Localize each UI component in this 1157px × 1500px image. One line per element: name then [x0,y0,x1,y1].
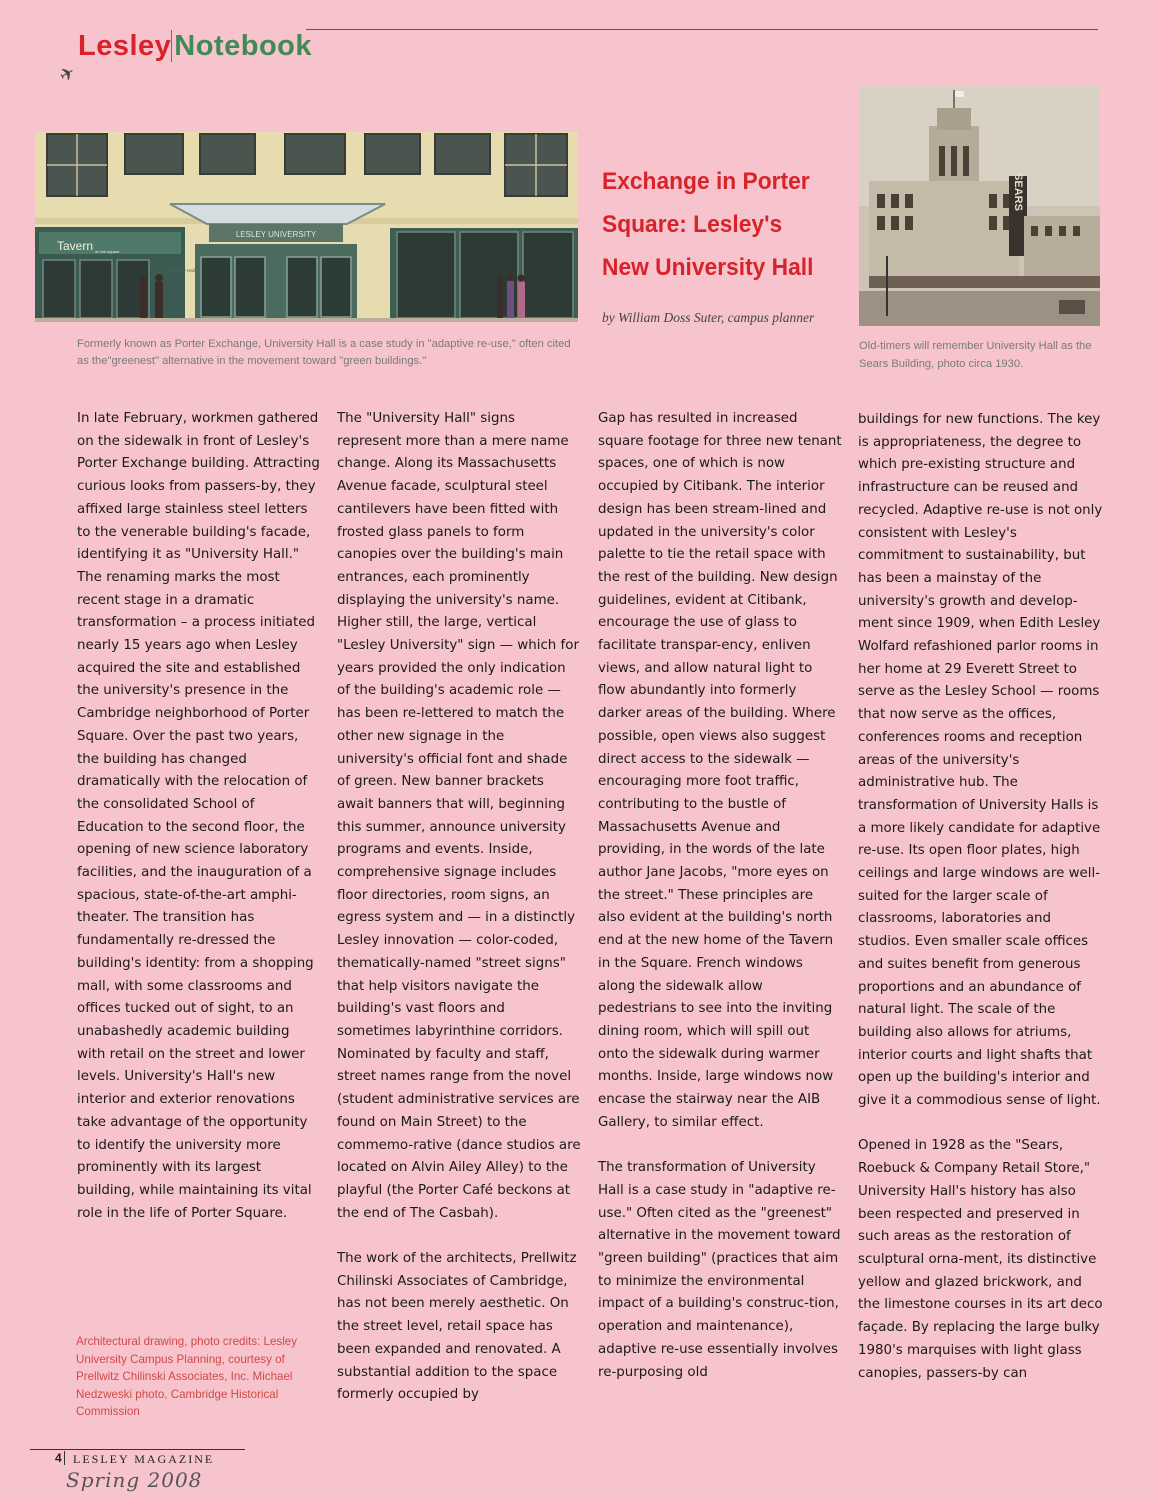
photo-sign: SEARS [1012,173,1024,211]
sears-building-photo [859,86,1100,326]
paragraph: The transformation of University Hall is a case study in "adaptive re-use." Often cited as the "greenest" alternative in the movement toward "green building" (practices that aim to minimize the environmental impact of a building's construc-tion, operation and maintenance), adaptive re-use essentially involves re-purposing old [598,1160,841,1380]
tavern-sub-sign: on the square [95,249,120,254]
door-sign: University Hall [166,268,195,273]
paragraph: The "University Hall" signs represent more than a mere name change. Along its Massachusetts Avenue facade, sculptural steel cantilevers have been fitted with frosted glass panels to form canopies over the building's main entrances, each prominently displaying the university's name. Higher still, the large, vertical "Lesley University" sign — which for years provided the only indication of the building's academic role — has been re-lettered to match the other new signage in the university's official font and shade of green. New banner brackets await banners that will, beginning this summer, announce university programs and events. Inside, comprehensive signage includes floor directories, room signs, an egress system and — in a distinctly Lesley innovation — color-coded, thematically-named "street signs" that help visitors navigate the building's vast floors and sometimes labyrinthine corridors. Nominated by faculty and staff, street names range from the novel (student administrative services are found on Main Street) to the commemo-rative (dance studios are located on Alvin Ailey Alley) to the playful (the Porter Café beckons at the end of The Casbah). [337,411,581,1221]
article-title: Exchange in Porter Square: Lesley's New University Hall [602,168,814,281]
photo-caption: Old-timers will remember University Hall as the Sears Building, photo circa 1930. [859,340,1092,370]
photo-credits: Architectural drawing, photo credits: Lesley University Campus Planning, courtesy of Prellwitz Chilinski Associates, Inc. Michael Nedzweski photo, Cambridge Historical Commission [76,1335,298,1418]
paragraph: The work of the architects, Prellwitz Chilinski Associates of Cambridge, has not been merely aesthetic. On the street level, retail space has been expanded and renovated. A substantial addition to the space formerly occupied by [337,1251,577,1403]
article-column-2 [337,408,582,1407]
section-title [78,30,312,63]
building-drawing [35,132,578,322]
magazine-name: LESLEY MAGAZINE [73,1452,215,1466]
brand-primary: Lesley [78,30,172,62]
footer-divider [64,1451,65,1465]
footer-rule [30,1449,245,1450]
bird-icon: ✈ [55,61,80,88]
canopy-sign: LESLEY UNIVERSITY [235,230,317,239]
drawing-caption: Formerly known as Porter Exchange, University Hall is a case study in "adaptive re-use," often cited as the"greenest" alternative in the movement toward "green buildings." [77,338,571,367]
header-rule [306,29,1098,30]
page-number: 4 [55,1451,62,1465]
brand-secondary: Notebook [171,30,312,62]
paragraph: buildings for new functions. The key is appropriateness, the degree to which pre-existing structure and infrastructure can be reused and recycled. Adaptive re-use is not only consistent with Lesley's commitment to sustainability, but has been a mainstay of the university's growth and develop-ment since 1909, when Edith Lesley Wolfard refashioned parlor rooms in her home at 29 Everett Street to serve as the Lesley School — rooms that now serve as the offices, conferences rooms and reception areas of the university's administrative hub. The transformation of University Halls is a more likely candidate for adaptive re-use. Its open floor plates, high ceilings and large windows are well-suited for the larger scale of classrooms, laboratories and studios. Even smaller scale offices and suites benefit from generous proportions and an abundance of natural light. The scale of the building also allows for atriums, interior courts and light shafts that open up the building's interior and give it a commodious sense of light. [858,412,1103,1109]
tavern-sign: Tavern [57,239,94,253]
handwritten-issue: Spring 2008 [66,1468,203,1492]
article-column-4 [858,409,1103,1385]
byline: by William Doss Suter, campus planner [602,310,815,325]
article-column-1 [77,408,322,1225]
paragraph: In late February, workmen gathered on the sidewalk in front of Lesley's Porter Exchange building. Attracting curious looks from passers-by, they affixed large stainless steel letters to the venerable building's facade, identifying it as "University Hall." The renaming marks the most recent stage in a dramatic transformation – a process initiated nearly 15 years ago when Lesley acquired the site and established the university's presence in the Cambridge neighborhood of Porter Square. Over the past two years, the building has changed dramatically with the relocation of the consolidated School of Education to the second floor, the opening of new science laboratory facilities, and the inauguration of a spacious, state-of-the-art amphi-theater. The transition has fundamentally re-dressed the building's identity: from a shopping mall, with some classrooms and offices tucked out of sight, to an unabashedly academic building with retail on the street and lower levels. University's Hall's new interior and exterior renovations take advantage of the opportunity to identify the university more prominently with its largest building, while maintaining its vital role in the life of Porter Square. [77,411,320,1221]
paragraph: Gap has resulted in increased square footage for three new tenant spaces, one of which is now occupied by Citibank. The interior design has been stream-lined and updated in the university's color palette to tie the retail space with the rest of the building. New design guidelines, evident at Citibank, encourage the use of glass to facilitate transpar-ency, enliven views, and allow natural light to flow abundantly into formerly darker areas of the building. Where possible, open views also suggest direct access to the sidewalk — encouraging more foot traffic, contributing to the bustle of Massachusetts Avenue and providing, in the words of the late author Jane Jacobs, "more eyes on the street." These principles are also evident at the building's north end at the new home of the Tavern in the Square. French windows along the sidewalk allow pedestrians to see into the inviting dining room, which will spill out onto the sidewalk during warmer months. Inside, large windows now encase the stairway near the AIB Gallery, to similar effect. [598,411,842,1130]
paragraph: Opened in 1928 as the "Sears, Roebuck & Company Retail Store," University Hall's history has also been respected and preserved in such areas as the restoration of sculptural orna-ment, its distinctive yellow and glazed brickwork, and the limestone courses in its art deco façade. By replacing the large bulky 1980's marquises with light glass canopies, passers-by can [858,1138,1103,1381]
article-column-3 [598,408,843,1384]
